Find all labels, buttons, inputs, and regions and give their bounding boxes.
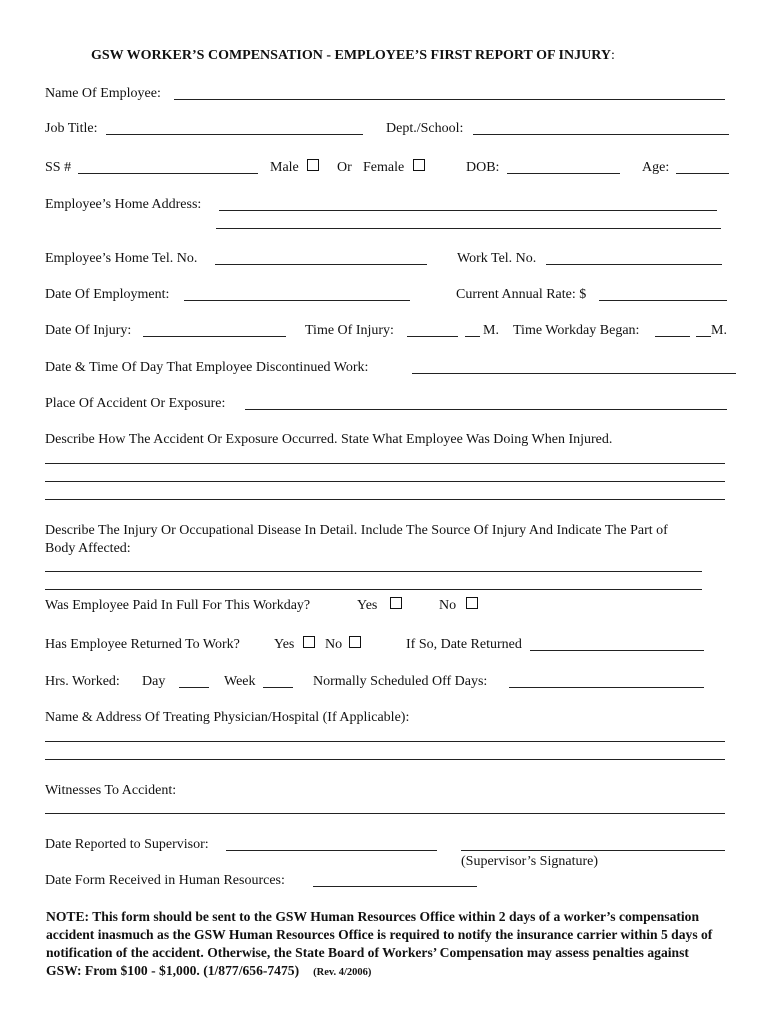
witnesses-line[interactable]: [45, 813, 725, 814]
physician-line-2[interactable]: [45, 759, 725, 760]
returned-label: Has Employee Returned To Work?: [45, 637, 240, 652]
age-field[interactable]: [676, 173, 729, 174]
work-tel-field[interactable]: [546, 264, 722, 265]
returned-no-checkbox[interactable]: [349, 636, 361, 648]
workday-began-field[interactable]: [655, 336, 690, 337]
workday-began-label: Time Workday Began:: [513, 323, 640, 338]
date-injury-field[interactable]: [143, 336, 286, 337]
date-received-label: Date Form Received in Human Resources:: [45, 873, 285, 888]
revision-label: (Rev. 4/2006): [313, 967, 372, 978]
returned-yes-checkbox[interactable]: [303, 636, 315, 648]
ss-field[interactable]: [78, 173, 258, 174]
note-text: NOTE: This form should be sent to the GSW Human Resources Office within 2 days of a worker’s compensation accident inasmuch as the GSW Human Resources Office is required to notify the insurance carrier within 5 days of notification of the accident. Otherwise, the State Board of Workers’ Compensation may assess penalties against GSW: From $100 - $1,000. (1/877/656-7475): [46, 909, 713, 978]
paid-yes-label: Yes: [357, 598, 378, 613]
physician-label: Name & Address Of Treating Physician/Hospital (If Applicable):: [45, 710, 410, 725]
returned-yes-label: Yes: [274, 637, 295, 652]
dob-field[interactable]: [507, 173, 620, 174]
form-title-colon: :: [610, 48, 615, 63]
time-injury-m-label: M.: [483, 323, 499, 338]
paid-full-label: Was Employee Paid In Full For This Workday?: [45, 598, 311, 613]
date-employment-field[interactable]: [184, 300, 410, 301]
discontinued-label: Date & Time Of Day That Employee Discontinued Work:: [45, 360, 369, 375]
job-title-field[interactable]: [106, 134, 363, 135]
discontinued-field[interactable]: [412, 373, 736, 374]
female-label: Female: [363, 160, 405, 175]
returned-no-label: No: [325, 637, 343, 652]
place-field[interactable]: [245, 409, 727, 410]
time-injury-field[interactable]: [407, 336, 458, 337]
paid-no-label: No: [439, 598, 457, 613]
male-checkbox[interactable]: [307, 159, 319, 171]
describe-injury-line-1[interactable]: [45, 571, 702, 572]
date-injury-label: Date Of Injury:: [45, 323, 132, 338]
or-label: Or: [337, 160, 352, 175]
date-returned-field[interactable]: [530, 650, 704, 651]
date-employment-label: Date Of Employment:: [45, 287, 170, 302]
home-tel-field[interactable]: [215, 264, 427, 265]
home-address-label: Employee’s Home Address:: [45, 197, 202, 212]
form-title-text: GSW WORKER’S COMPENSATION - EMPLOYEE’S FIRST REPORT OF INJURY: [91, 48, 611, 63]
ss-label: SS #: [45, 160, 72, 175]
paid-no-checkbox[interactable]: [466, 597, 478, 609]
male-label: Male: [270, 160, 299, 175]
physician-line-1[interactable]: [45, 741, 725, 742]
supervisor-signature-field[interactable]: [461, 850, 725, 851]
describe-accident-line-2[interactable]: [45, 481, 725, 482]
dob-label: DOB:: [466, 160, 500, 175]
week-label: Week: [224, 674, 256, 689]
workday-began-ampm-field[interactable]: [696, 336, 711, 337]
form-title: [91, 48, 615, 64]
home-address-field-2[interactable]: [216, 228, 721, 229]
note-paragraph: [46, 908, 726, 982]
dept-field[interactable]: [473, 134, 729, 135]
hrs-worked-label: Hrs. Worked:: [45, 674, 120, 689]
paid-yes-checkbox[interactable]: [390, 597, 402, 609]
time-injury-ampm-field[interactable]: [465, 336, 480, 337]
time-injury-label: Time Of Injury:: [305, 323, 394, 338]
describe-accident-label: Describe How The Accident Or Exposure Occurred. State What Employee Was Doing When Injured.: [45, 432, 613, 447]
annual-rate-label: Current Annual Rate: $: [456, 287, 587, 302]
off-days-label: Normally Scheduled Off Days:: [313, 674, 488, 689]
supervisor-signature-label: (Supervisor’s Signature): [461, 854, 598, 869]
date-reported-field[interactable]: [226, 850, 437, 851]
describe-accident-line-1[interactable]: [45, 463, 725, 464]
describe-accident-line-3[interactable]: [45, 499, 725, 500]
workday-began-m-label: M.: [711, 323, 727, 338]
date-received-field[interactable]: [313, 886, 477, 887]
describe-injury-label-2: Body Affected:: [45, 541, 131, 556]
date-reported-label: Date Reported to Supervisor:: [45, 837, 209, 852]
female-checkbox[interactable]: [413, 159, 425, 171]
home-tel-label: Employee’s Home Tel. No.: [45, 251, 198, 266]
describe-injury-label-1: Describe The Injury Or Occupational Disease In Detail. Include The Source Of Injury And Indicate The Part of: [45, 523, 668, 538]
describe-injury-line-2[interactable]: [45, 589, 702, 590]
place-label: Place Of Accident Or Exposure:: [45, 396, 226, 411]
week-hours-field[interactable]: [263, 687, 293, 688]
job-title-label: Job Title:: [45, 121, 98, 136]
name-label: Name Of Employee:: [45, 86, 161, 101]
annual-rate-field[interactable]: [599, 300, 727, 301]
off-days-field[interactable]: [509, 687, 704, 688]
day-hours-field[interactable]: [179, 687, 209, 688]
home-address-field-1[interactable]: [219, 210, 717, 211]
age-label: Age:: [642, 160, 670, 175]
day-label: Day: [142, 674, 166, 689]
witnesses-label: Witnesses To Accident:: [45, 783, 177, 798]
dept-label: Dept./School:: [386, 121, 464, 136]
date-returned-label: If So, Date Returned: [406, 637, 522, 652]
name-field[interactable]: [174, 99, 725, 100]
work-tel-label: Work Tel. No.: [457, 251, 537, 266]
